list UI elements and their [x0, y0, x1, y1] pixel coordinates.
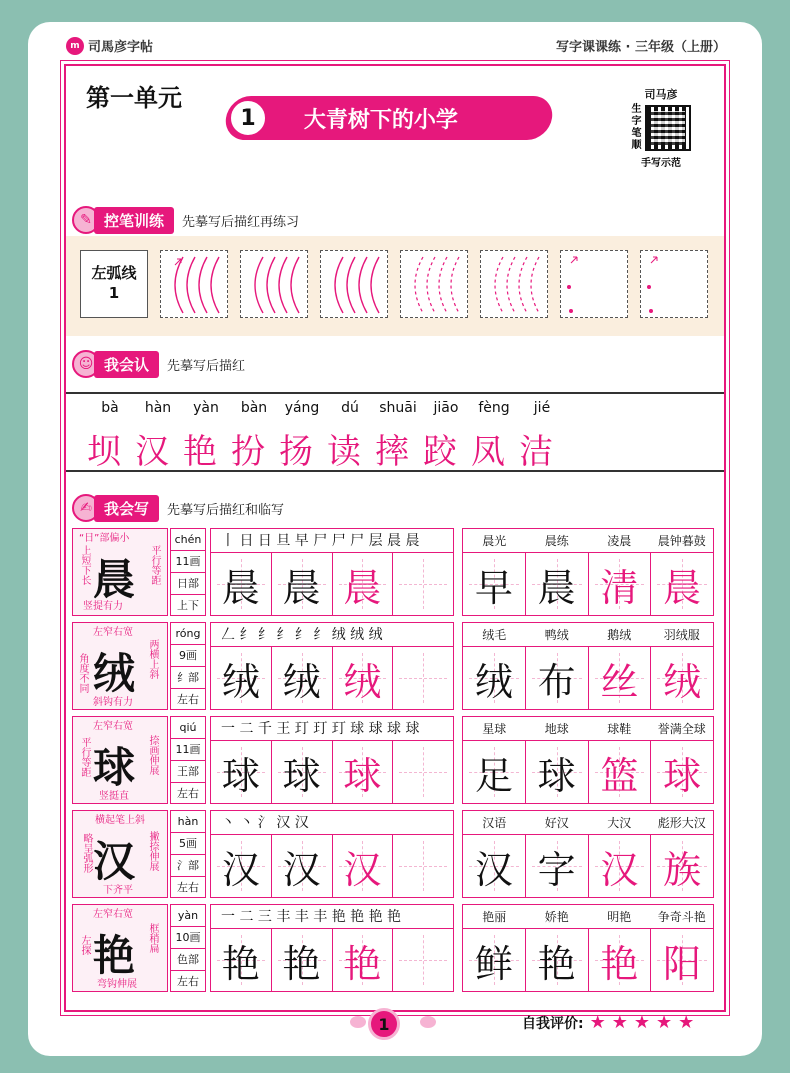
char-note: 竖提有力: [83, 601, 123, 612]
pinyin-list: [86, 400, 566, 416]
word-char: 晨: [537, 565, 576, 610]
trace-char[interactable]: 凤: [471, 432, 505, 472]
word: 星球: [482, 722, 507, 736]
qr-author: 司马彦: [644, 88, 678, 101]
char-pinyin: hàn: [171, 811, 205, 833]
word-cell[interactable]: [589, 553, 652, 615]
pinyin: hàn: [144, 400, 172, 416]
word-char: 绒: [474, 659, 513, 704]
pinyin: jié: [533, 400, 551, 416]
stroke-order: 丶 丶 氵 汉 汉: [211, 811, 453, 835]
stroke-label-box: [80, 250, 148, 318]
section-control-tag: 控笔训练: [94, 207, 174, 234]
char-info: [170, 810, 206, 898]
word: 彪形大汉: [657, 816, 706, 830]
pinyin: bàn: [240, 400, 268, 416]
practice-cell[interactable]: [211, 553, 272, 615]
word-practice: [462, 716, 714, 804]
word-list: [463, 529, 713, 553]
model-char: 艳: [93, 931, 136, 980]
char-structure: 左右: [177, 787, 199, 800]
char-structure: 上下: [177, 599, 199, 612]
model-char: 绒: [93, 649, 136, 698]
char-note: 下齐平: [103, 885, 133, 896]
practice-cell[interactable]: [211, 929, 272, 991]
word-cell[interactable]: [651, 553, 713, 615]
recognize-row: [66, 392, 724, 472]
practice-char: 球: [221, 753, 260, 798]
char-note: 两横上斜: [147, 639, 158, 679]
section-recognize-head: [72, 350, 245, 378]
stroke-order: 丨 日 日 旦 早 尸 尸 尸 层 晨 晨: [211, 529, 453, 553]
stroke-order: 𠃋 纟 纟 纟 纟 纟 绒 绒 绒: [211, 623, 453, 647]
series-title: 写字课课练 · 三年级（上册）: [556, 40, 726, 55]
word-char: 绒: [663, 659, 702, 704]
char-pinyin: qiú: [171, 717, 205, 739]
word: 娇艳: [544, 910, 569, 924]
kid-pencil-icon: ✍: [72, 494, 100, 522]
arc-trace-box[interactable]: [400, 250, 468, 318]
char-note: 撇捺伸展: [147, 831, 158, 871]
char-note: “日”部偏小: [79, 533, 130, 544]
word-cell[interactable]: [463, 647, 526, 709]
trace-char[interactable]: 跤: [423, 432, 457, 472]
word-cell[interactable]: [589, 835, 652, 897]
char-info: [170, 904, 206, 992]
unit-title: 第一单元: [86, 84, 182, 112]
arc-practice-box[interactable]: [240, 250, 308, 318]
char-info: [170, 622, 206, 710]
section-recognize-tag: 我会认: [94, 351, 159, 378]
word-char: 汉: [474, 847, 513, 892]
char-note: 左窄右宽: [93, 721, 133, 732]
char-structure: 左右: [177, 975, 199, 988]
qr-block: [616, 86, 706, 169]
model-char: 晨: [93, 555, 136, 604]
word-char: 球: [663, 753, 702, 798]
write-row: [72, 810, 720, 898]
practice-cell[interactable]: [272, 929, 333, 991]
char-note: 左窄右宽: [93, 909, 133, 920]
char-note: 左窄右宽: [93, 627, 133, 638]
practice-char: 艳: [282, 941, 321, 986]
qr-caption: 手写示范: [641, 158, 681, 169]
section-write-head: [72, 494, 284, 522]
word-cell[interactable]: [589, 647, 652, 709]
trace-char[interactable]: 扮: [231, 432, 265, 472]
stroke-order: 一 二 千 王 玎 玎 玎 球 球 球 球: [211, 717, 453, 741]
word: 汉语: [482, 816, 507, 830]
brand-logo-icon: m: [66, 37, 84, 55]
practice-cell[interactable]: [333, 741, 394, 803]
practice-char: 绒: [282, 659, 321, 704]
write-row: [72, 904, 720, 992]
char-note: 平行等距: [149, 545, 160, 585]
char-note: 横起笔上斜: [95, 815, 145, 826]
pinyin: jiāo: [433, 400, 459, 416]
pinyin: shuāi: [379, 400, 417, 416]
stroke-practice: [210, 528, 454, 616]
char-strokes: 9画: [171, 645, 205, 667]
model-char-cell: [72, 810, 168, 898]
write-row: [72, 716, 720, 804]
model-char-cell: [72, 904, 168, 992]
word: 晨练: [544, 534, 569, 548]
word-cell[interactable]: [589, 741, 652, 803]
worksheet-page: [28, 22, 762, 1056]
arc-practice-box[interactable]: [320, 250, 388, 318]
word-cell[interactable]: [526, 835, 589, 897]
practice-cell[interactable]: [272, 647, 333, 709]
section-write-hint: 先摹写后描红和临写: [167, 502, 285, 518]
practice-cell[interactable]: [333, 553, 394, 615]
recognize-chars: [80, 424, 560, 473]
word-char: 艳: [537, 941, 576, 986]
practice-cell[interactable]: [211, 741, 272, 803]
word-char: 丝: [600, 659, 639, 704]
practice-char: 晨: [282, 565, 321, 610]
word-char: 篮: [600, 753, 639, 798]
word-cell[interactable]: [463, 741, 526, 803]
word-char: 族: [663, 847, 702, 892]
practice-cell-empty[interactable]: [393, 835, 453, 897]
word-list: [463, 811, 713, 835]
char-note: 弯钩伸展: [97, 979, 137, 990]
word-cell[interactable]: [526, 647, 589, 709]
char-structure: 左右: [177, 693, 199, 706]
content-frame: [64, 64, 726, 1012]
word-char: 阳: [663, 941, 702, 986]
control-training-area: [66, 236, 724, 336]
trace-char[interactable]: 艳: [183, 432, 217, 472]
arc-practice-box[interactable]: [160, 250, 228, 318]
practice-char: 艳: [343, 941, 382, 986]
word-cell[interactable]: [651, 741, 713, 803]
char-pinyin: yàn: [171, 905, 205, 927]
practice-char: 汉: [282, 847, 321, 892]
word-char: 汉: [600, 847, 639, 892]
practice-cell-empty[interactable]: [393, 553, 453, 615]
char-structure: 左右: [177, 881, 199, 894]
word-char: 清: [600, 565, 639, 610]
word: 争奇斗艳: [657, 910, 706, 924]
footer-dot: [350, 1016, 366, 1028]
char-strokes: 11画: [171, 551, 205, 573]
arc-dot-box[interactable]: [640, 250, 708, 318]
word-cell[interactable]: [651, 929, 713, 991]
trace-char[interactable]: 读: [327, 432, 361, 472]
char-radical: 纟部: [171, 667, 205, 689]
pinyin: yàn: [193, 400, 219, 416]
word: 大汉: [607, 816, 632, 830]
write-row: [72, 528, 720, 616]
section-write-tag: 我会写: [94, 495, 159, 522]
char-note: 左探: [79, 935, 90, 955]
page-number: 1: [368, 1008, 400, 1040]
char-pinyin: róng: [171, 623, 205, 645]
footer-dot: [420, 1016, 436, 1028]
word-cell[interactable]: [526, 553, 589, 615]
model-char-cell: [72, 716, 168, 804]
practice-cell[interactable]: [211, 647, 272, 709]
trace-char[interactable]: 汉: [135, 432, 169, 472]
char-note: 框稍扁: [147, 923, 158, 953]
eval-label: 自我评价:: [522, 1015, 584, 1032]
lesson-number: 1: [228, 98, 268, 138]
word-cell[interactable]: [651, 835, 713, 897]
qr-code-icon[interactable]: [645, 105, 691, 151]
char-note: 上短下长: [79, 545, 90, 585]
word: 羽绒服: [663, 628, 700, 642]
stroke-practice: [210, 716, 454, 804]
word: 绒毛: [482, 628, 507, 642]
practice-char: 绒: [343, 659, 382, 704]
practice-char: 晨: [343, 565, 382, 610]
char-radical: 王部: [171, 761, 205, 783]
self-evaluation: [522, 1012, 700, 1033]
word-char: 鲜: [474, 941, 513, 986]
write-row: [72, 622, 720, 710]
char-strokes: 5画: [171, 833, 205, 855]
word: 晨光: [482, 534, 507, 548]
char-note: 竖挺直: [99, 791, 129, 802]
word-practice: [462, 810, 714, 898]
pinyin: dú: [341, 400, 359, 416]
char-radical: 色部: [171, 949, 205, 971]
trace-char[interactable]: 扬: [279, 432, 313, 472]
arc-dot-box[interactable]: [560, 250, 628, 318]
model-char: 汉: [93, 837, 136, 886]
trace-char[interactable]: 坝: [87, 432, 121, 472]
word-char: 字: [537, 847, 576, 892]
model-char-cell: [72, 528, 168, 616]
word-list: [463, 905, 713, 929]
stroke-practice: [210, 904, 454, 992]
practice-char: 绒: [221, 659, 260, 704]
trace-char[interactable]: 洁: [519, 432, 553, 472]
pinyin: fèng: [478, 400, 510, 416]
model-char: 球: [93, 743, 136, 792]
word: 明艳: [607, 910, 632, 924]
stroke-name: 左弧线: [91, 264, 137, 282]
word-cell[interactable]: [463, 553, 526, 615]
practice-char: 球: [343, 753, 382, 798]
practice-cell-empty[interactable]: [393, 647, 453, 709]
practice-char: 艳: [221, 941, 260, 986]
rating-stars[interactable]: ★★★★★: [589, 1012, 701, 1033]
practice-char: 汉: [343, 847, 382, 892]
word-list: [463, 623, 713, 647]
char-note: 捺画伸展: [147, 735, 158, 775]
word-char: 艳: [600, 941, 639, 986]
practice-cell[interactable]: [272, 835, 333, 897]
word-cell[interactable]: [463, 929, 526, 991]
word: 艳丽: [482, 910, 507, 924]
word: 誉满全球: [657, 722, 706, 736]
char-strokes: 10画: [171, 927, 205, 949]
char-radical: 日部: [171, 573, 205, 595]
stroke-order: 一 二 三 丰 丰 丰 艳 艳 艳 艳: [211, 905, 453, 929]
stroke-practice: [210, 810, 454, 898]
stroke-practice: [210, 622, 454, 710]
kid-face-icon: ☺: [72, 350, 100, 378]
char-pinyin: chén: [171, 529, 205, 551]
word-char: 球: [537, 753, 576, 798]
char-note: 角度不同: [77, 653, 88, 693]
practice-cell[interactable]: [333, 647, 394, 709]
word: 鹅绒: [607, 628, 632, 642]
word-cell[interactable]: [589, 929, 652, 991]
word: 晨钟暮鼓: [657, 534, 706, 548]
word: 地球: [544, 722, 569, 736]
brand-name: 司馬彦字帖: [88, 40, 154, 55]
word-char: 足: [474, 753, 513, 798]
practice-cell-empty[interactable]: [393, 741, 453, 803]
pinyin: yáng: [284, 400, 320, 416]
word: 球鞋: [607, 722, 632, 736]
word-cell[interactable]: [463, 835, 526, 897]
trace-char[interactable]: 摔: [375, 432, 409, 472]
lesson-title: 大青树下的小学: [304, 107, 459, 133]
word-list: [463, 717, 713, 741]
section-control-head: [72, 206, 299, 234]
char-note: 斜钩有力: [93, 697, 133, 708]
stroke-number: 1: [108, 284, 120, 302]
lesson-banner: [223, 96, 555, 140]
practice-cell[interactable]: [333, 929, 394, 991]
word-practice: [462, 528, 714, 616]
word: 好汉: [544, 816, 569, 830]
char-radical: 氵部: [171, 855, 205, 877]
section-recognize-hint: 先摹写后描红: [167, 358, 246, 374]
pinyin: bà: [101, 400, 119, 416]
char-info: [170, 716, 206, 804]
word: 鸭绒: [544, 628, 569, 642]
qr-side-text: 生字笔顺: [631, 104, 642, 151]
char-strokes: 11画: [171, 739, 205, 761]
model-char-cell: [72, 622, 168, 710]
word-cell[interactable]: [526, 741, 589, 803]
practice-cell-empty[interactable]: [393, 929, 453, 991]
word-practice: [462, 904, 714, 992]
word-char: 布: [537, 659, 576, 704]
char-note: 平行等距: [79, 737, 90, 777]
char-note: 略呈弧形: [81, 833, 92, 873]
word-char: 晨: [663, 565, 702, 610]
pen-kid-icon: ✎: [72, 206, 100, 234]
arc-trace-box[interactable]: [480, 250, 548, 318]
word-cell[interactable]: [651, 647, 713, 709]
brand: [66, 36, 153, 55]
practice-cell[interactable]: [211, 835, 272, 897]
word-practice: [462, 622, 714, 710]
practice-char: 晨: [221, 565, 260, 610]
section-control-hint: 先摹写后描红再练习: [182, 214, 300, 230]
word-cell[interactable]: [526, 929, 589, 991]
practice-cell[interactable]: [272, 741, 333, 803]
practice-char: 汉: [221, 847, 260, 892]
word: 凌晨: [607, 534, 632, 548]
practice-char: 球: [282, 753, 321, 798]
word-char: 早: [474, 565, 513, 610]
practice-cell[interactable]: [333, 835, 394, 897]
practice-cell[interactable]: [272, 553, 333, 615]
char-info: [170, 528, 206, 616]
